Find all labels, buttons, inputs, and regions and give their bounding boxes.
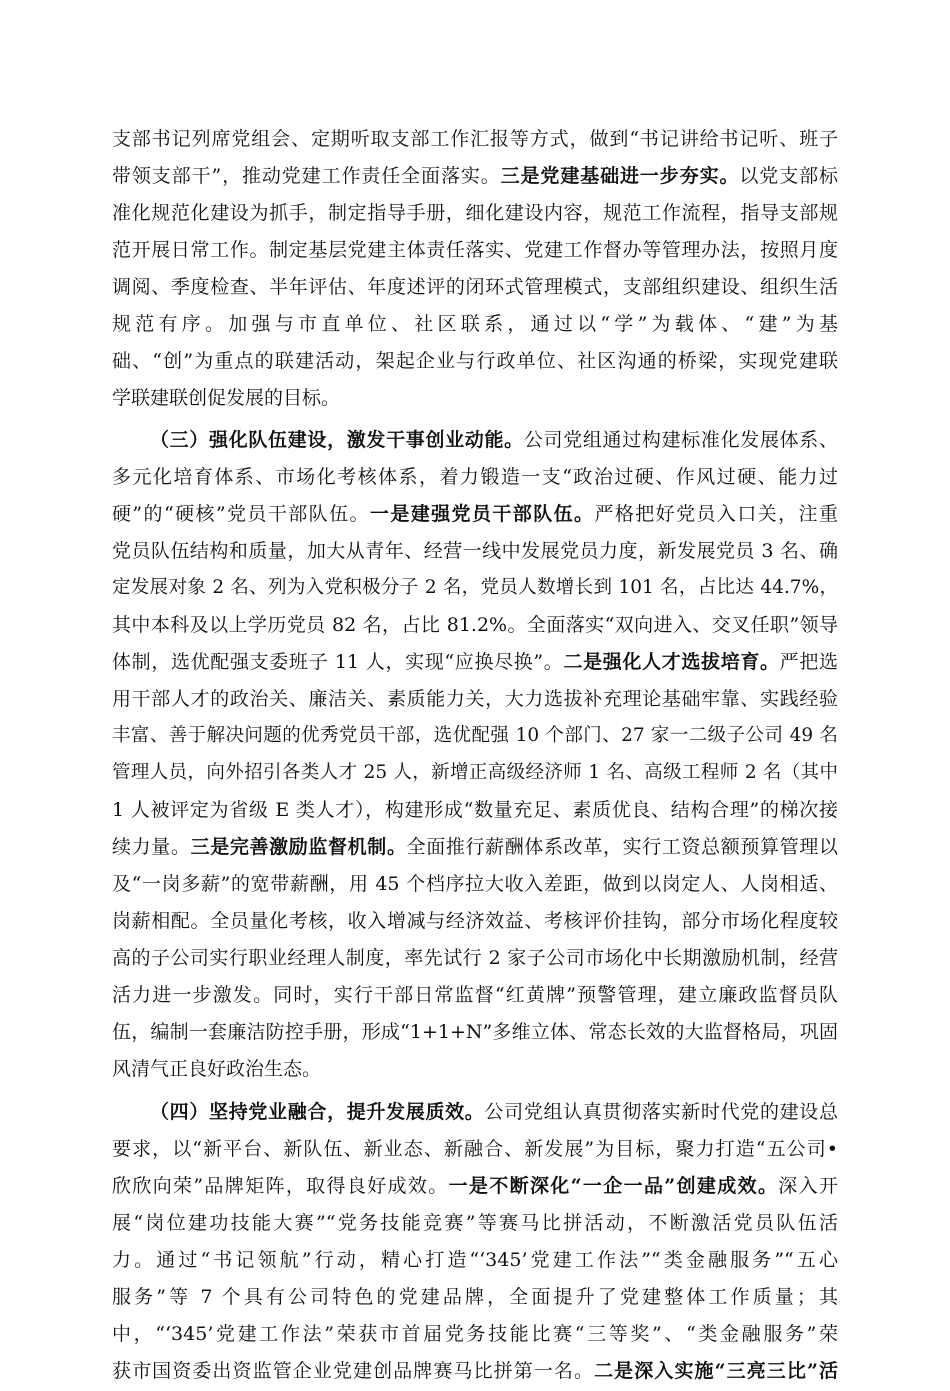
text-segment: 严把选 xyxy=(779,651,838,673)
text-segment: 严格把好党员入口关，注重 xyxy=(594,503,838,525)
text-segment: 学联建联创促发展的目标。 xyxy=(112,387,341,409)
text-line xyxy=(112,864,838,904)
text-line xyxy=(112,1314,838,1354)
text-segment: 风清气正良好政治生态。 xyxy=(112,1058,322,1080)
text-line xyxy=(112,827,838,867)
text-segment: 全面推行薪酬体系改革，实行工资总额预算管理以 xyxy=(406,836,838,858)
text-segment: 其中本科及以上学历党员 82 名，占比 81.2%。全面落实“双向进入、交叉任职”领导 xyxy=(112,614,838,636)
text-segment: 中，“‘345’党建工作法”荣获市首届党务技能比赛“三等奖”、“类金融服务”荣 xyxy=(112,1323,838,1345)
text-segment: 1 人被评定为省级 E 类人才），构建形成“数量充足、素质优良、结构合理”的梯次接 xyxy=(112,799,838,821)
section-heading-line xyxy=(150,420,838,460)
text-segment: 及“一岗多薪”的宽带薪酬，用 45 个档序拉大收入差距，做到以岗定人、人岗相适、 xyxy=(112,873,838,895)
text-line xyxy=(112,119,838,159)
text-line xyxy=(112,304,838,344)
text-line xyxy=(112,938,838,978)
text-line xyxy=(112,457,838,497)
text-segment: 深入开 xyxy=(778,1175,838,1197)
text-segment: 带领支部干”，推动党建工作责任全面落实。 xyxy=(112,165,501,187)
bold-text-segment: 三是完善激励监督机制。 xyxy=(190,836,407,858)
text-line xyxy=(112,494,838,534)
text-line xyxy=(112,605,838,645)
bold-text-segment: 一是不断深化“一企一品”创建成效。 xyxy=(448,1175,779,1197)
text-line xyxy=(112,1049,838,1089)
text-line xyxy=(112,156,838,196)
text-segment: 高的子公司实行职业经理人制度，率先试行 2 家子公司市场化中长期激励机制，经营 xyxy=(112,947,838,969)
text-segment: 体制，选优配强支委班子 11 人，实现“应换尽换”。 xyxy=(112,651,564,673)
text-line xyxy=(112,378,838,418)
bold-text-segment: 三是党建基础进一步夯实。 xyxy=(500,165,740,187)
bold-text-segment: （三）强化队伍建设，激发干事创业动能。 xyxy=(150,429,524,451)
text-segment: 管理人员，向外招引各类人才 25 人，新增正高级经济师 1 名、高级工程师 2 名（其中 xyxy=(112,762,838,783)
text-segment: 服务”等 7 个具有公司特色的党建品牌，全面提升了党建整体工作质量；其 xyxy=(112,1286,838,1308)
text-line xyxy=(112,1351,838,1391)
text-segment: 党员队伍结构和质量，加大从青年、经营一线中发展党员力度，新发展党员 3 名、确 xyxy=(112,540,838,562)
text-segment: 丰富、善于解决问题的优秀党员干部，选优配强 10 个部门、27 家一二级子公司 49 名 xyxy=(112,725,838,746)
text-line xyxy=(112,267,838,307)
text-segment: 要求，以“新平台、新队伍、新业态、新融合、新发展”为目标，聚力打造“五公司• xyxy=(112,1138,838,1160)
text-line xyxy=(112,1166,838,1206)
text-segment: 支部书记列席党组会、定期听取支部工作汇报等方式，做到“书记讲给书记听、班子 xyxy=(112,128,838,150)
text-line xyxy=(112,975,838,1015)
text-segment: 调阅、季度检查、半年评估、年度述评的闭环式管理模式，支部组织建设、组织生活 xyxy=(112,276,838,298)
text-segment: 伍，编制一套廉洁防控手册，形成“1+1+N”多维立体、常态长效的大监督格局，巩固 xyxy=(112,1021,838,1043)
bold-text-segment: （四）坚持党业融合，提升发展质效。 xyxy=(150,1101,485,1123)
text-line xyxy=(112,568,838,608)
text-line xyxy=(112,790,838,830)
text-line xyxy=(112,901,838,941)
text-line xyxy=(112,753,838,793)
text-segment: 多元化培育体系、市场化考核体系，着力锻造一支“政治过硬、作风过硬、能力过 xyxy=(112,466,838,488)
text-line xyxy=(112,1012,838,1052)
bold-text-segment: 二是深入实施“三亮三比”活 xyxy=(594,1360,838,1382)
text-line xyxy=(112,230,838,270)
text-segment: 范开展日常工作。制定基层党建主体责任落实、党建工作督办等管理办法，按照月度 xyxy=(112,239,838,261)
text-segment: 续力量。 xyxy=(112,836,191,858)
text-segment: 以党支部标 xyxy=(739,165,838,187)
text-segment: 础、“创”为重点的联建活动，架起企业与行政单位、社区沟通的桥梁，实现党建联 xyxy=(112,350,838,372)
section-heading-line xyxy=(150,1092,838,1132)
text-segment: 定发展对象 2 名、列为入党积极分子 2 名，党员人数增长到 101 名，占比达 44.7%， xyxy=(112,577,838,598)
text-segment: 公司党组认真贯彻落实新时代党的建设总 xyxy=(484,1101,838,1123)
text-line xyxy=(112,193,838,233)
text-line xyxy=(112,716,838,756)
text-line xyxy=(112,679,838,719)
text-line xyxy=(112,1240,838,1280)
text-segment: 公司党组通过构建标准化发展体系、 xyxy=(523,429,838,451)
text-line xyxy=(112,1277,838,1317)
text-segment: 获市国资委出资监管企业党建创品牌赛马比拼第一名。 xyxy=(112,1360,595,1382)
text-line xyxy=(112,341,838,381)
text-segment: 岗薪相配。全员量化考核，收入增减与经济效益、考核评价挂钩，部分市场化程度较 xyxy=(112,910,838,932)
text-line xyxy=(112,1203,838,1243)
text-segment: 硬”的“硬核”党员干部队伍。 xyxy=(112,503,370,525)
text-line xyxy=(112,1129,838,1169)
text-segment: 准化规范化建设为抓手，制定指导手册，细化建设内容，规范工作流程，指导支部规 xyxy=(112,202,838,224)
bold-text-segment: 一是建强党员干部队伍。 xyxy=(369,503,595,525)
bold-text-segment: 二是强化人才选拔培育。 xyxy=(563,651,780,673)
text-segment: 规范有序。加强与市直单位、社区联系，通过以“学”为载体、“建”为基 xyxy=(112,313,838,335)
text-segment: 用干部人才的政治关、廉洁关、素质能力关，大力选拔补充理论基础牢靠、实践经验 xyxy=(112,688,838,710)
text-segment: 展“岗位建功技能大赛”“党务技能竞赛”等赛马比拼活动，不断激活党员队伍活 xyxy=(112,1212,838,1234)
text-line xyxy=(112,642,838,682)
text-segment: 欣欣向荣”品牌矩阵，取得良好成效。 xyxy=(112,1175,449,1197)
text-segment: 活力进一步激发。同时，实行干部日常监督“红黄牌”预警管理，建立廉政监督员队 xyxy=(112,984,838,1006)
text-segment: 力。通过“书记领航”行动，精心打造“‘345’党建工作法”“类金融服务”“五心 xyxy=(112,1249,838,1271)
text-line xyxy=(112,531,838,571)
